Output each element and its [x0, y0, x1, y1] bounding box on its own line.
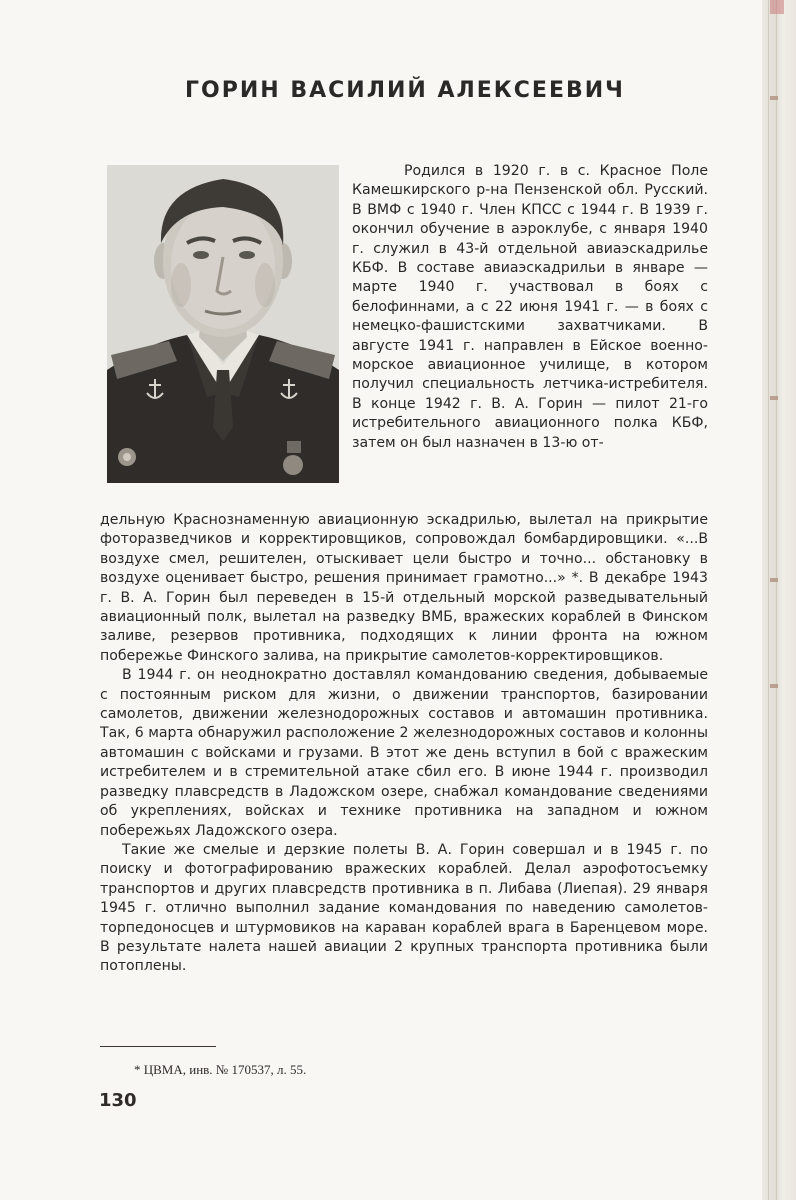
corner-stain — [770, 0, 784, 14]
footnote-divider — [100, 1046, 216, 1047]
biography-intro — [352, 162, 708, 453]
continued-paragraph: дельную Краснознаменную авиационную эскадрилью, вылетал на прикрытие фоторазведчиков и корректировщиков, сопровождал бомбардировщики. «...В воздухе смел, решителен, отыскивает цели быстро и точно... обстановку в воздухе оценивает быстро, решения принимает грамотно...» *. В декабре 1943 г. В. А. Горин был переведен в 15-й отдельный морской разведывательный авиационный полк, вылетал на разведку ВМБ, вражеских кораблей в Финском заливе, резервов противника, подходящих к линии фронта на южном побережье Финского залива, на прикрытие самолетов-корректировщиков. — [100, 512, 708, 664]
footnote: * ЦВМА, инв. № 170537, л. 55. — [134, 1062, 307, 1077]
page-number: 130 — [99, 1090, 137, 1111]
paragraph-1944: В 1944 г. он неоднократно доставлял командованию сведения, добываемые с постоянным риском для жизни, о движении транспортов, базировании самолетов, движении железнодорожных составов и автомашин противника. Так, 6 марта обнаружил расположение 2 железнодорожных составов и колонны автомашин с войсками и грузами. В этот же день вступил в бой с вражеским истребителем и в стремительной атаке сбил его. В июне 1944 г. производил разведку плавсредств в Ладожском озере, снабжал командование сведениями об укреплениях, войсках и технике противника на западном и южном побережьях Ладожского озера. — [100, 667, 708, 839]
biography-body — [100, 511, 708, 977]
portrait-photo — [107, 165, 339, 483]
adjacent-page-edge — [762, 0, 796, 1200]
page-title: ГОРИН ВАСИЛИЙ АЛЕКСЕЕВИЧ — [185, 78, 625, 103]
intro-paragraph: Родился в 1920 г. в с. Красное Поле Камешкирского р-на Пензенской обл. Русский. В ВМФ с 1940 г. Член КПСС с 1944 г. В 1939 г. окончил обучение в аэроклубе, с января 1940 г. служил в 43-й отдельной авиаэскадрилье КБФ. В составе авиаэскадрильи в январе — марте 1940 г. участвовал в боях с белофиннами, а с 22 июня 1941 г. — в боях с немецко-фашистскими захватчиками. В августе 1941 г. направлен в Ейское военно-морское авиационное училище, в котором получил специальность летчика-истребителя. В конце 1942 г. В. А. Горин — пилот 21-го истребительного авиационного полка КБФ, затем он был назначен в 13-ю от- — [352, 163, 708, 451]
paragraph-1945: Такие же смелые и дерзкие полеты В. А. Горин совершал и в 1945 г. по поиску и фотографированию вражеских кораблей. Делал аэрофотосъемку транспортов и других плавсредств противника в п. Либава (Лиепая). 29 января 1945 г. отлично выполнил задание командования по наведению самолетов-торпедоносцев и штурмовиков на караван кораблей врага в Баренцевом море. В результате налета нашей авиации 2 крупных транспорта противника были потоплены. — [100, 841, 708, 975]
